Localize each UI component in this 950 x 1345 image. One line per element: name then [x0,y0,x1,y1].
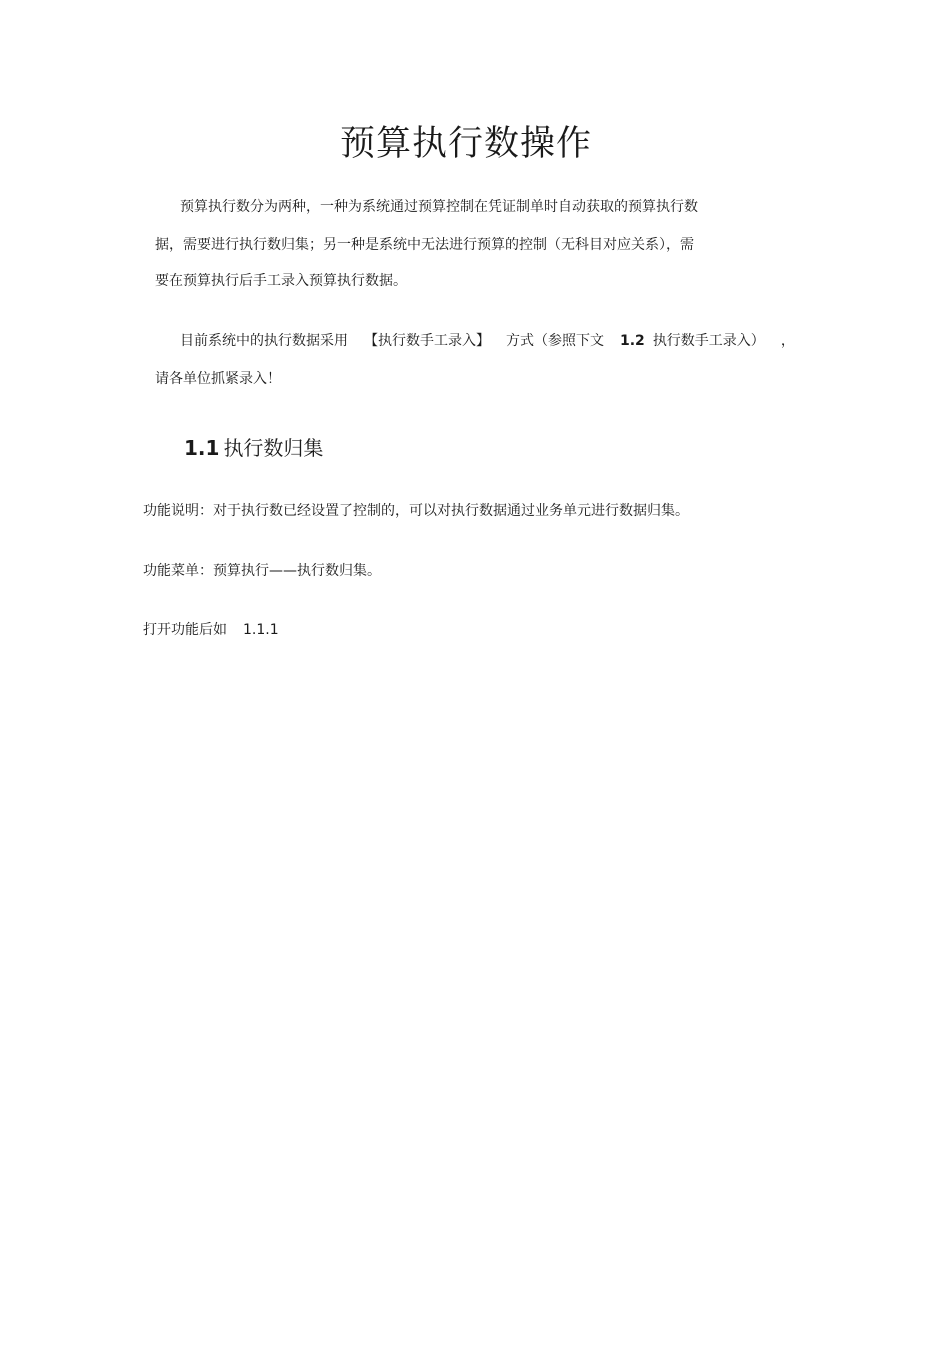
notice-text-2: 方式（参照下文 [506,333,604,349]
intro-line-1: 预算执行数分为两种，一种为系统通过预算控制在凭证制单时自动获取的预算执行数 [180,199,698,215]
intro-line-2: 据，需要进行执行数归集；另一种是系统中无法进行预算的控制（无科目对应关系），需 [155,237,694,253]
notice-line-1 [180,331,795,351]
notice-text-3: 执行数手工录入） [652,333,765,349]
function-menu: 功能菜单：预算执行——执行数归集。 [143,563,381,579]
figure-reference: 1.1.1 [243,622,279,638]
notice-ref-number: 1.2 [620,333,645,349]
open-function-line [143,620,279,640]
function-description: 功能说明：对于执行数已经设置了控制的，可以对执行数据通过业务单元进行数据归集。 [143,503,689,519]
page-title: 预算执行数操作 [339,124,592,164]
intro-line-3: 要在预算执行后手工录入预算执行数据。 [155,273,407,289]
section-title: 执行数归集 [223,436,324,460]
open-function-text: 打开功能后如 [143,622,227,638]
notice-comma: ， [780,333,795,349]
notice-text-1: 目前系统中的执行数据采用 [180,333,348,349]
section-number: 1.1 [184,436,220,460]
section-heading-1-1 [184,434,323,462]
notice-line-2: 请各单位抓紧录入！ [155,371,281,387]
notice-bracket-text: 【执行数手工录入】 [364,333,490,349]
